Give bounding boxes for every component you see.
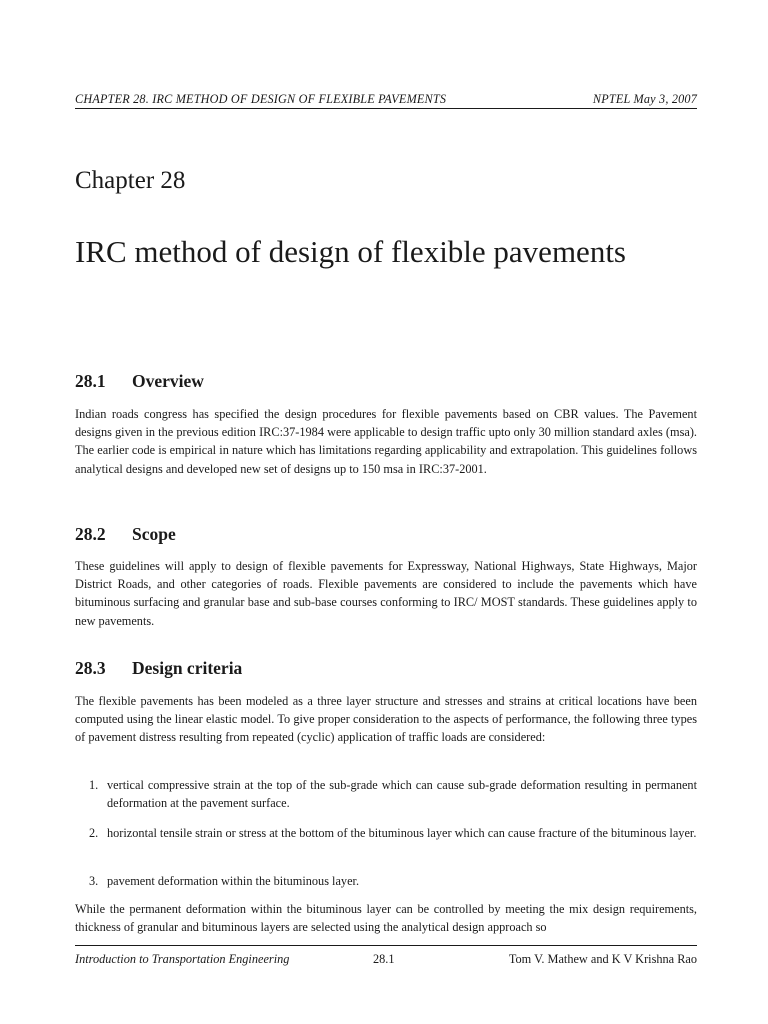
list-item xyxy=(75,824,697,842)
design-criteria-closing-paragraph: While the permanent deformation within the bituminous layer can be controlled by meeting the mix design requirements, thickness of granular and bituminous layers are selected using the analytical design approach so xyxy=(75,902,697,935)
chapter-title: IRC method of design of flexible pavements xyxy=(75,234,626,269)
design-criteria-paragraph: The flexible pavements has been modeled as a three layer structure and stresses and strains at critical locations have been computed using the linear elastic model. To give proper consideration to the aspects of performance, the following three types of pavement distress resulting from repeated (cyclic) application of traffic loads are considered: xyxy=(75,694,697,745)
section-heading-design-criteria xyxy=(75,657,242,679)
section-title: Design criteria xyxy=(132,658,243,678)
running-header xyxy=(75,92,697,108)
list-item-text: pavement deformation within the bituminous layer. xyxy=(107,874,360,888)
scope-paragraph: These guidelines will apply to design of flexible pavements for Expressway, National Highways, State Highways, Major District Roads, and other categories of roads. Flexible pavements are considered to include the pavements which have bituminous surfacing and granular base and sub-base courses conforming to IRC/ MOST standards. These guidelines apply to new pavements. xyxy=(75,559,697,628)
list-item-number: 2. xyxy=(89,826,99,840)
section-number: 28.2 xyxy=(75,524,106,544)
section-title: Overview xyxy=(132,371,204,391)
section-heading-overview xyxy=(75,370,204,392)
list-item xyxy=(75,872,697,890)
list-item-number: 3. xyxy=(89,874,99,888)
list-item-text: vertical compressive strain at the top of the sub-grade which can cause sub-grade deformation resulting in permanent deformation at the pavement surface. xyxy=(107,778,697,811)
section-title: Scope xyxy=(132,524,176,544)
list-item-text: horizontal tensile strain or stress at the bottom of the bituminous layer which can cause fracture of the bituminous layer. xyxy=(107,826,697,840)
running-footer xyxy=(75,952,697,970)
footer-course-title: Introduction to Transportation Engineering xyxy=(75,952,290,966)
footer-rule xyxy=(75,945,697,946)
page-number: 28.1 xyxy=(373,952,395,966)
footer-authors: Tom V. Mathew and K V Krishna Rao xyxy=(508,952,697,966)
list-item-number: 1. xyxy=(89,778,99,792)
running-header-date: NPTEL May 3, 2007 xyxy=(592,92,697,106)
running-header-chapter: CHAPTER 28. IRC METHOD OF DESIGN OF FLEXIBLE PAVEMENTS xyxy=(75,92,447,106)
section-number: 28.1 xyxy=(75,371,106,391)
header-rule xyxy=(75,108,697,109)
section-number: 28.3 xyxy=(75,658,106,678)
chapter-label: Chapter 28 xyxy=(75,167,186,194)
overview-paragraph: Indian roads congress has specified the design procedures for flexible pavements based on CBR values. The Pavement designs given in the previous edition IRC:37-1984 were applicable to design traffic upto only 30 million standard axles (msa). The earlier code is empirical in nature which has limitations regarding applicability and extrapolation. This guidelines follows analytical designs and developed new set of designs up to 150 msa in IRC:37-2001. xyxy=(75,407,697,476)
section-heading-scope xyxy=(75,523,176,545)
list-item xyxy=(75,776,697,812)
